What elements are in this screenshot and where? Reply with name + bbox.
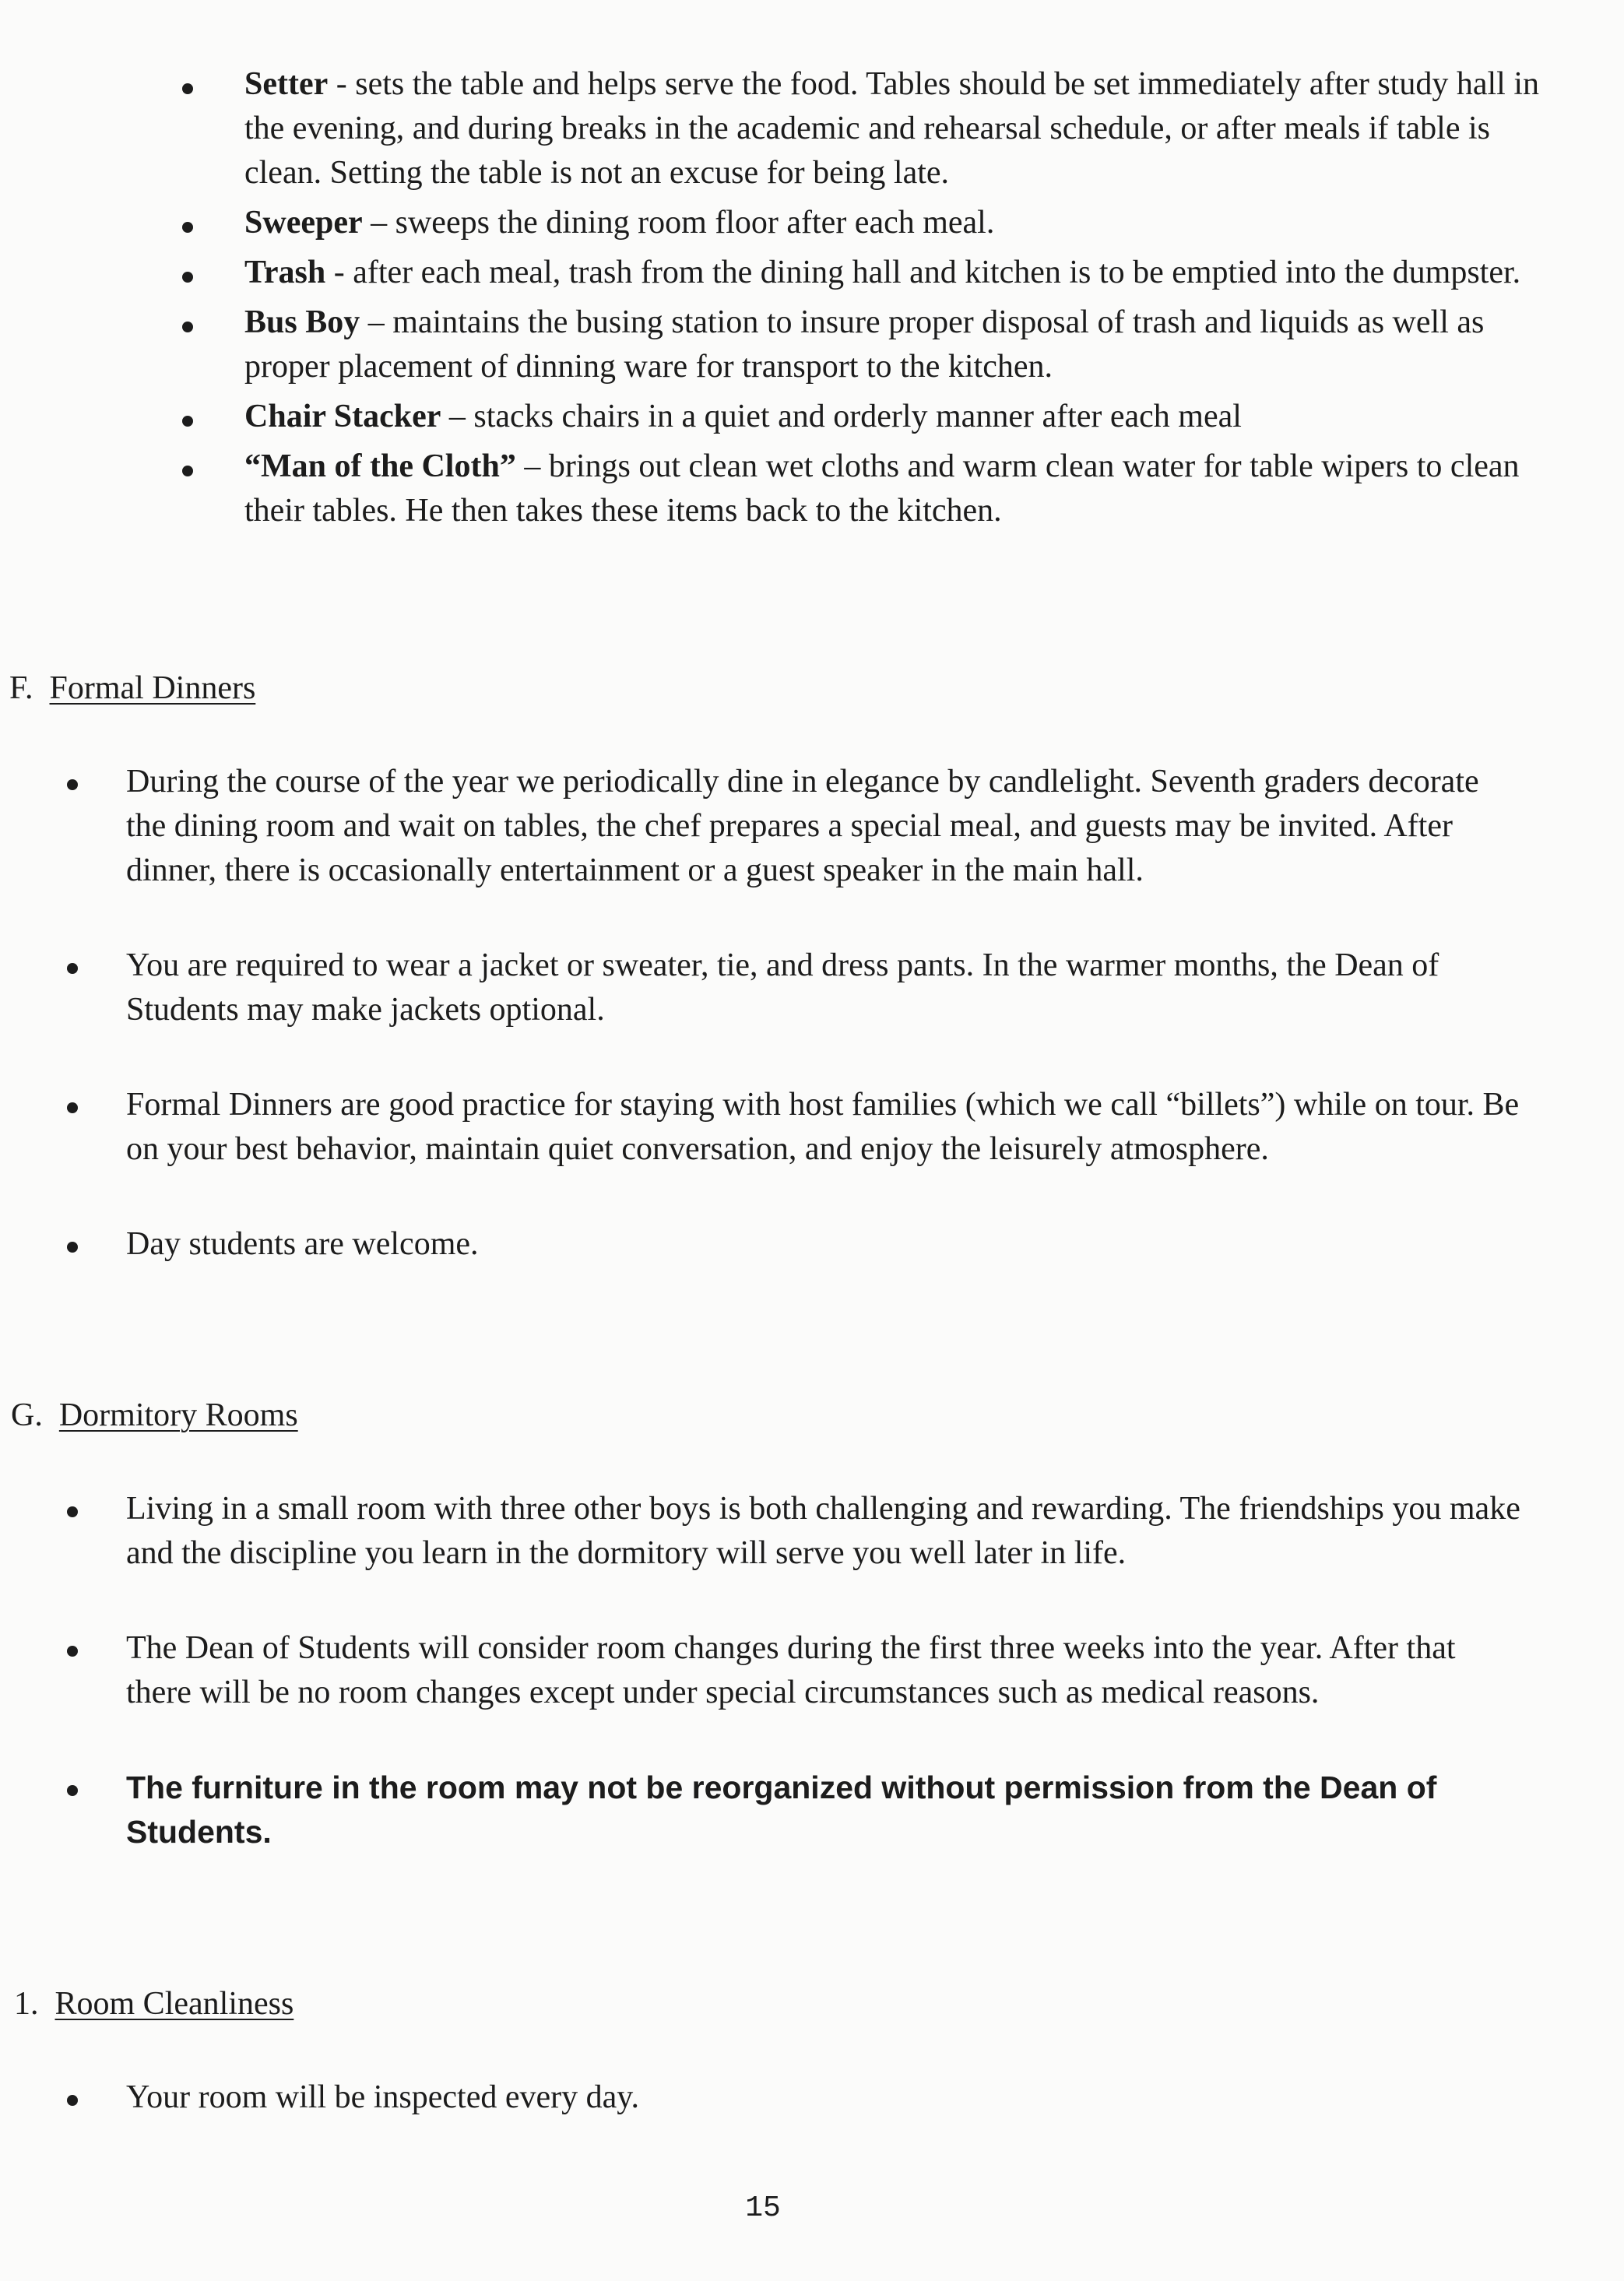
bullet-icon xyxy=(67,2095,78,2106)
duty-term: Bus Boy xyxy=(244,304,360,340)
dormitory-rooms-list xyxy=(61,1487,1524,1854)
list-item xyxy=(61,1222,1524,1267)
list-item xyxy=(61,1487,1524,1576)
bullet-icon xyxy=(182,416,193,427)
duty-term: Trash xyxy=(244,255,326,290)
section-heading-g xyxy=(11,1394,298,1438)
section-letter: G. xyxy=(11,1397,43,1433)
page-number: 15 xyxy=(745,2191,781,2225)
bullet-icon xyxy=(67,1506,78,1517)
section-title: Dormitory Rooms xyxy=(58,1397,298,1433)
duty-description: - sets the table and helps serve the food. Tables should be set immediately after study hall in the evening, and during breaks in the academic and rehearsal schedule, or after meals if table is clean. Setting the table is not an excuse for being late. xyxy=(244,66,1539,191)
subsection-title: Room Cleanliness xyxy=(54,1986,294,2022)
list-item-text: Day students are welcome. xyxy=(126,1226,479,1262)
duty-description: – stacks chairs in a quiet and orderly manner after each meal xyxy=(441,399,1242,434)
list-item-text: You are required to wear a jacket or sweater, tie, and dress pants. In the warmer months, the Dean of Students may make jackets optional. xyxy=(126,947,1439,1028)
list-item xyxy=(61,1766,1524,1854)
duties-list xyxy=(179,62,1565,533)
list-item xyxy=(61,2075,1524,2120)
duty-term: “Man of the Cloth” xyxy=(244,448,516,484)
duty-term: Sweeper xyxy=(244,205,363,241)
duty-description: – maintains the busing station to insure proper disposal of trash and liquids as well as proper placement of dinning ware for transport to the kitchen. xyxy=(244,304,1485,385)
duty-term: Chair Stacker xyxy=(244,399,441,434)
list-item xyxy=(179,395,1565,439)
bullet-icon xyxy=(67,1646,78,1657)
bullet-icon xyxy=(182,222,193,233)
list-item-text: During the course of the year we periodically dine in elegance by candlelight. Seventh graders decorate the dining room and wait on tables, the chef prepares a special meal, and guests may be invited. After dinner, there is occasionally entertainment or a guest speaker in the main hall. xyxy=(126,764,1479,888)
section-heading-f xyxy=(9,666,255,711)
subsection-heading-1 xyxy=(14,1982,294,2026)
section-letter: F. xyxy=(9,670,33,706)
formal-dinners-list xyxy=(61,760,1524,1267)
duty-term: Setter xyxy=(244,66,329,102)
bullet-icon xyxy=(67,1242,78,1253)
list-item-text: Living in a small room with three other boys is both challenging and rewarding. The friendships you make and the discipline you learn in the dormitory will serve you well later in life. xyxy=(126,1491,1520,1571)
bullet-icon xyxy=(67,779,78,790)
subsection-number: 1. xyxy=(14,1986,39,2022)
list-item xyxy=(61,1626,1524,1715)
duty-description: – sweeps the dining room floor after each meal. xyxy=(362,205,995,241)
bullet-icon xyxy=(182,272,193,283)
list-item xyxy=(179,201,1565,245)
list-item xyxy=(179,445,1565,533)
bullet-icon xyxy=(182,83,193,94)
bullet-icon xyxy=(67,1785,78,1796)
room-cleanliness-list xyxy=(61,2075,1524,2120)
bullet-icon xyxy=(182,322,193,332)
list-item xyxy=(179,251,1565,295)
bullet-icon xyxy=(182,466,193,476)
bullet-icon xyxy=(67,1102,78,1113)
section-title: Formal Dinners xyxy=(49,670,256,706)
list-item xyxy=(61,760,1524,893)
list-item xyxy=(61,1083,1524,1172)
list-item-text: The Dean of Students will consider room changes during the first three weeks into the year. After that there will be no room changes except under special circumstances such as medical reasons. xyxy=(126,1630,1456,1710)
list-item xyxy=(179,62,1565,195)
duty-description: – brings out clean wet cloths and warm clean water for table wipers to clean their tables. He then takes these items back to the kitchen. xyxy=(244,448,1520,529)
list-item xyxy=(179,301,1565,389)
list-item-text: The furniture in the room may not be reorganized without permission from the Dean of Students. xyxy=(126,1770,1437,1850)
bullet-icon xyxy=(67,963,78,974)
list-item-text: Your room will be inspected every day. xyxy=(126,2079,640,2115)
list-item-text: Formal Dinners are good practice for staying with host families (which we call “billets”) while on tour. Be on your best behavior, maintain quiet conversation, and enjoy the leisurely atmosphere. xyxy=(126,1087,1520,1167)
list-item xyxy=(61,944,1524,1032)
duty-description: - after each meal, trash from the dining hall and kitchen is to be emptied into the dumpster. xyxy=(325,255,1521,290)
